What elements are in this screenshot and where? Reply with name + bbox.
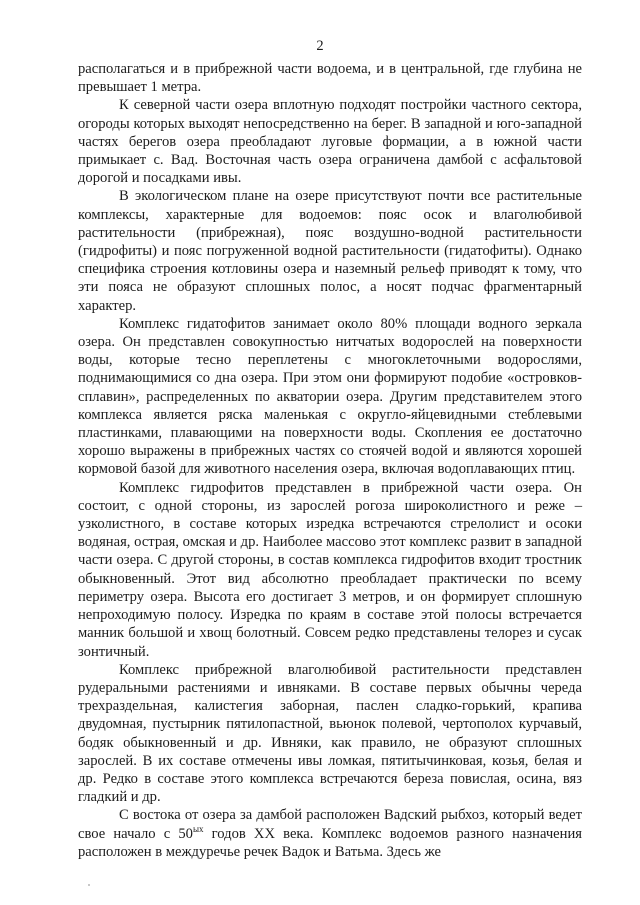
scan-speck bbox=[88, 884, 90, 886]
superscript-ending: ых bbox=[192, 823, 204, 834]
body-text bbox=[78, 60, 582, 861]
page-number: 2 bbox=[316, 38, 324, 54]
paragraph-ecological-zones: В экологическом плане на озере присутствуют почти все растительные комплексы, характерные для водоемов: пояс осок и влаголюбивой растительности (прибрежная), пояс воздушно-водной растительности (гидрофиты) и пояс погруженной водной растительности (гидатофиты). Однако специфика строения котловины озера и наземный рельеф приводят к тому, что эти пояса не образуют сплошных полос, а носят подчас фрагментарный характер. bbox=[78, 188, 582, 314]
paragraph-fish-farm bbox=[78, 806, 582, 861]
fish-farm-text-end: годов XX века. Комплекс водоемов разного назначения расположен в междуречье речек Вадок и Ватьма. Здесь же bbox=[78, 825, 582, 860]
fish-farm-text-start: С востока от озера за дамбой расположен Вадский рыбхоз, который ведет свое начало с 50 bbox=[78, 807, 582, 842]
paragraph-shore-vegetation: Комплекс прибрежной влаголюбивой растительности представлен рудеральными растениями и ивняками. В составе первых обычны череда трехраздельная, калистегия заборная, паслен сладко-горький, крапива двудомная, пустырник пятилопастной, вьюнок полевой, чертополох курчавый, бодяк обыкновенный и др. Ивняки, как правило, не образуют сплошных зарослей. В их составе отмечены ивы ломкая, пятитычинковая, козья, белая и др. Редко в составе этого комплекса встречаются береза повислая, осина, вяз гладкий и др. bbox=[78, 661, 582, 806]
paragraph-continuation: располагаться и в прибрежной части водоема, и в центральной, где глубина не превышает 1 метра. bbox=[78, 61, 582, 96]
paragraph-north-shore: К северной части озера вплотную подходят постройки частного сектора, огороды которых выходят непосредственно на берег. В западной и юго-западной частях берегов озера преобладают луговые формации, а в южной части примыкает с. Вад. Восточная часть озера ограничена дамбой с асфальтовой дорогой и посадками ивы. bbox=[78, 97, 582, 187]
paragraph-hydatophytes: Комплекс гидатофитов занимает около 80% площади водного зеркала озера. Он представлен совокупностью нитчатых водорослей на поверхности воды, которые тесно переплетены с многоклеточными водорослями, поднимающимися со дна озера. При этом они формируют подобие «островков-сплавин», распределенных по акватории озера. Другим представителем этого комплекса является ряска маленькая с округло-яйцевидными стеблевыми пластинками, плавающими на поверхности воды. Скопления ее достаточно хорошо выражены в прибрежных частях со стоячей водой и являются хорошей кормовой базой для животного населения озера, включая водоплавающих птиц. bbox=[78, 315, 582, 478]
paragraph-hydrophytes: Комплекс гидрофитов представлен в прибрежной части озера. Он состоит, с одной стороны, из зарослей рогоза широколистного и реже – узколистного, в составе которых изредка встречаются стрелолист и осоки водяная, острая, омская и др. Наиболее массово этот комплекс развит в западной части озера. С другой стороны, в состав комплекса гидрофитов входит тростник обыкновенный. Этот вид абсолютно преобладает практически по всему периметру озера. Высота его достигает 3 метров, и он формирует сплошную непроходимую полосу. Изредка по краям в составе этой полосы встречается манник большой и хвощ болотный. Совсем редко представлены телорез и сусак зонтичный. bbox=[78, 479, 582, 660]
